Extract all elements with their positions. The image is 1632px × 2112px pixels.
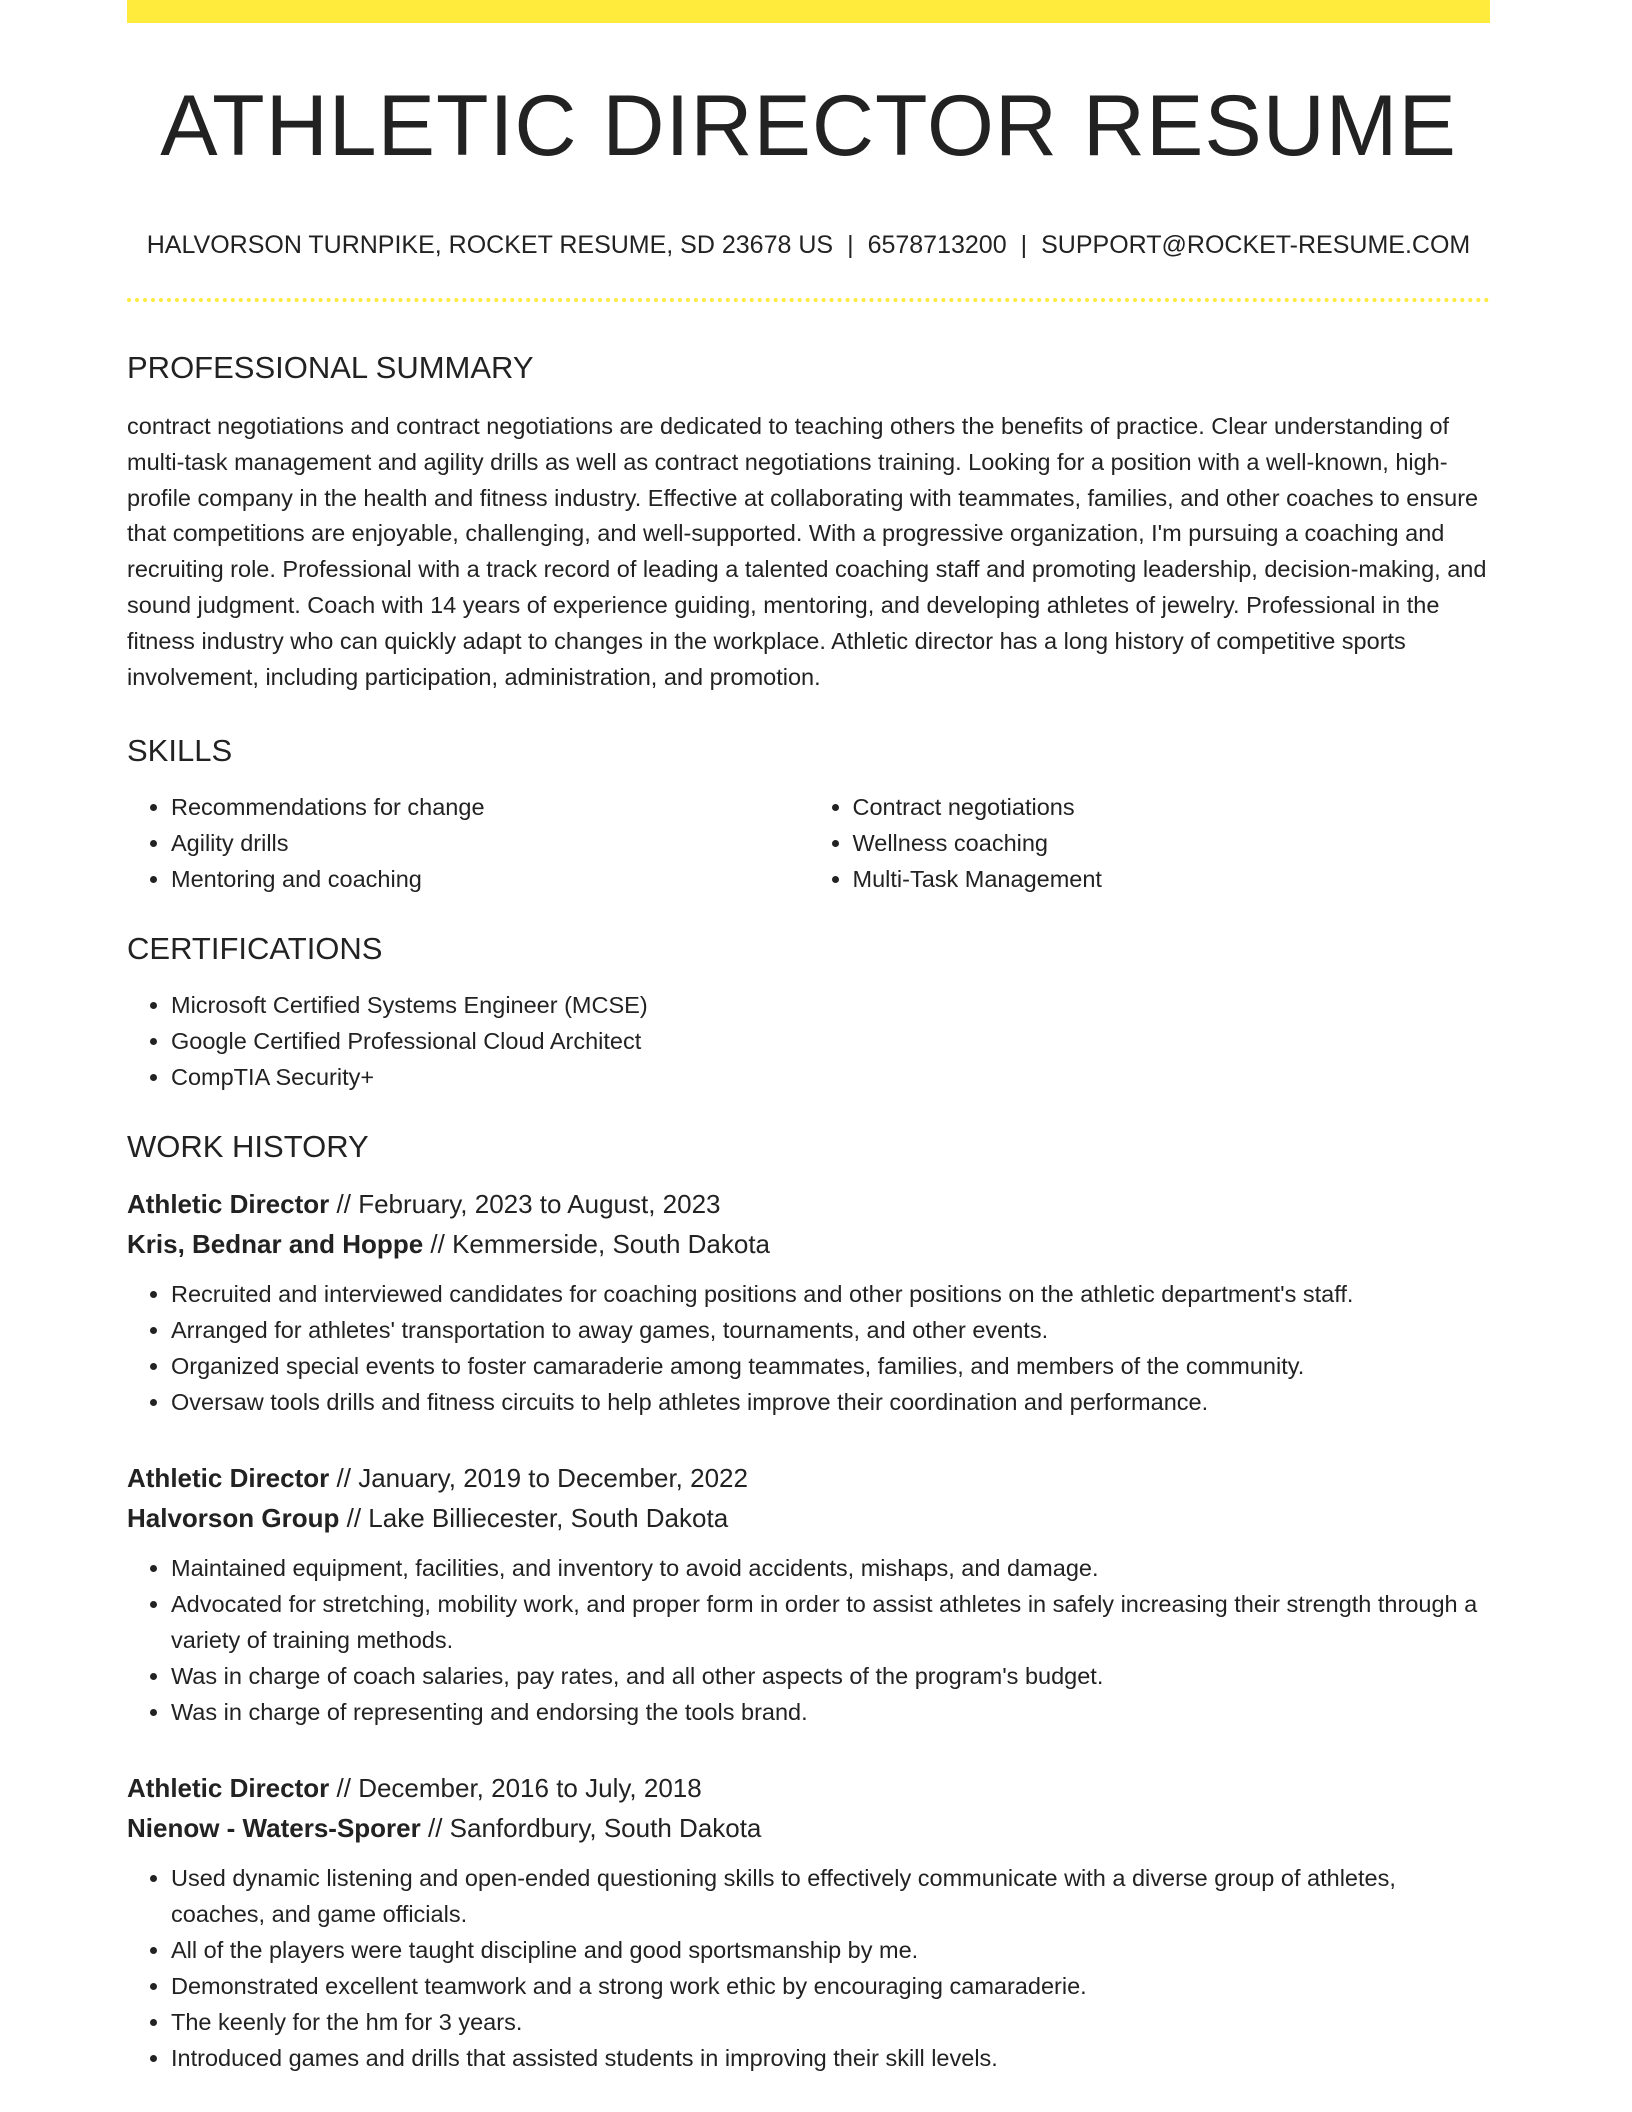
- work-history-heading: WORK HISTORY: [127, 1129, 369, 1165]
- job-role-line: [127, 1184, 1490, 1224]
- job-location: Kemmerside, South Dakota: [452, 1229, 771, 1260]
- certifications-list: [127, 987, 1490, 1095]
- skill-item: • Recommendations for change: [171, 789, 809, 825]
- job-location: Sanfordbury, South Dakota: [449, 1813, 762, 1844]
- job-separator: //: [430, 1229, 445, 1260]
- skill-item: • Agility drills: [171, 825, 809, 861]
- summary-text: contract negotiations and contract negotiations are dedicated to teaching others the benefits of practice. Clear understanding of multi-task management and agility drills as well as contract negotiations training. Looking for a position with a well-known, high-profile company in the health and fitness industry. Effective at collaborating with teammates, families, and other coaches to ensure that competitions are enjoyable, challenging, and well-supported. With a progressive organization, I'm pursuing a coaching and recruiting role. Professional with a track record of leading a talented coaching staff and promoting leadership, decision-making, and sound judgment. Coach with 14 years of experience guiding, mentoring, and developing athletes of jewelry. Professional in the fitness industry who can quickly adapt to changes in the workplace. Athletic director has a long history of competitive sports involvement, including participation, administration, and promotion.: [127, 413, 1487, 690]
- certification-item: • Google Certified Professional Cloud Architect: [171, 1023, 1490, 1059]
- job-role: Athletic Director: [127, 1463, 330, 1494]
- job-bullet: • Introduced games and drills that assisted students in improving their skill levels.: [171, 2040, 1490, 2076]
- resume-content: [127, 23, 1490, 2076]
- job-bullets: [127, 1276, 1490, 1420]
- job-separator: //: [336, 1463, 351, 1494]
- job-location: Lake Billiecester, South Dakota: [368, 1503, 729, 1534]
- summary-heading: PROFESSIONAL SUMMARY: [127, 350, 534, 385]
- job-role: Athletic Director: [127, 1773, 330, 1804]
- job-dates: February, 2023 to August, 2023: [358, 1189, 721, 1220]
- job-company: Halvorson Group: [127, 1503, 340, 1534]
- job-bullet: • Advocated for stretching, mobility work, and proper form in order to assist athletes in safely increasing their strength through a variety of training methods.: [171, 1586, 1490, 1658]
- job-entry: [127, 1184, 1490, 1420]
- skills-list-left: [127, 789, 809, 897]
- job-bullet: • Arranged for athletes' transportation to away games, tournaments, and other events.: [171, 1312, 1490, 1348]
- job-bullet: • Demonstrated excellent teamwork and a strong work ethic by encouraging camaraderie.: [171, 1968, 1490, 2004]
- job-bullets: [127, 1860, 1490, 2076]
- skills-columns: [127, 789, 1490, 897]
- job-bullet: • Used dynamic listening and open-ended questioning skills to effectively communicate with a diverse group of athletes, coaches, and game officials.: [171, 1860, 1490, 1932]
- skills-list-right: [809, 789, 1491, 897]
- contact-phone: 6578713200: [867, 231, 1007, 259]
- certification-item: • Microsoft Certified Systems Engineer (MCSE): [171, 987, 1490, 1023]
- skill-item: • Wellness coaching: [853, 825, 1491, 861]
- contact-separator: |: [847, 231, 854, 259]
- contact-separator: |: [1020, 231, 1028, 259]
- job-bullet: • Maintained equipment, facilities, and inventory to avoid accidents, mishaps, and damage.: [171, 1550, 1490, 1586]
- job-separator: //: [427, 1813, 443, 1844]
- skill-item: • Mentoring and coaching: [171, 861, 809, 897]
- contact-address: HALVORSON TURNPIKE, ROCKET RESUME, SD 23678 US: [146, 231, 834, 259]
- certification-item: • CompTIA Security+: [171, 1059, 1490, 1095]
- job-separator: //: [346, 1503, 362, 1534]
- job-bullet: • All of the players were taught discipline and good sportsmanship by me.: [171, 1932, 1490, 1968]
- job-role-line: [127, 1768, 1490, 1808]
- job-bullet: • Oversaw tools drills and fitness circuits to help athletes improve their coordination and performance.: [171, 1384, 1490, 1420]
- job-company: Kris, Bednar and Hoppe: [127, 1229, 424, 1260]
- skill-item: • Multi-Task Management: [853, 861, 1491, 897]
- job-dates: January, 2019 to December, 2022: [358, 1463, 748, 1494]
- job-company-line: [127, 1224, 1490, 1264]
- job-entry: [127, 1458, 1490, 1730]
- skill-item: • Contract negotiations: [853, 789, 1491, 825]
- job-separator: //: [336, 1773, 351, 1804]
- job-company: Nienow - Waters-Sporer: [127, 1813, 421, 1844]
- job-company-line: [127, 1808, 1490, 1848]
- dotted-divider: [127, 298, 1490, 302]
- job-entry: [127, 1768, 1490, 2076]
- job-bullet: • Recruited and interviewed candidates for coaching positions and other positions on the athletic department's staff.: [171, 1276, 1490, 1312]
- job-bullet: • The keenly for the hm for 3 years.: [171, 2004, 1490, 2040]
- job-separator: //: [336, 1189, 351, 1220]
- job-role-line: [127, 1458, 1490, 1498]
- resume-title: ATHLETIC DIRECTOR RESUME: [160, 78, 1457, 174]
- job-company-line: [127, 1498, 1490, 1538]
- job-bullet: • Organized special events to foster camaraderie among teammates, families, and members of the community.: [171, 1348, 1490, 1384]
- contact-line: [127, 233, 1490, 258]
- job-bullet: • Was in charge of representing and endorsing the tools brand.: [171, 1694, 1490, 1730]
- job-bullet: • Was in charge of coach salaries, pay rates, and all other aspects of the program's budget.: [171, 1658, 1490, 1694]
- certifications-heading: CERTIFICATIONS: [127, 931, 383, 967]
- job-role: Athletic Director: [127, 1189, 330, 1220]
- job-dates: December, 2016 to July, 2018: [358, 1773, 702, 1804]
- contact-email: SUPPORT@ROCKET-RESUME.COM: [1041, 231, 1471, 259]
- accent-bar: [127, 0, 1490, 23]
- job-bullets: [127, 1550, 1490, 1730]
- skills-heading: SKILLS: [127, 733, 233, 769]
